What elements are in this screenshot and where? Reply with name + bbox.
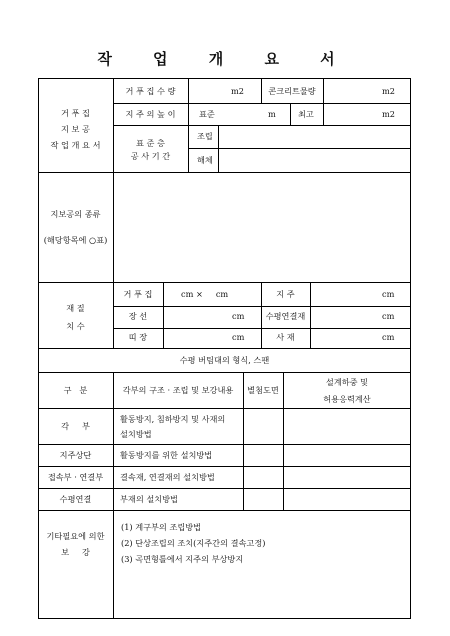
horizontal-tie-label: 수평연결재	[265, 311, 306, 321]
post-unit: cm	[382, 289, 395, 299]
col-calc-1: 설계하중 및	[325, 377, 369, 387]
other-item-2: (2) 단상조립의 조치(지주간의 결속고정)	[121, 538, 266, 548]
concrete-qty-label: 콘크리트물량	[268, 86, 316, 96]
material-label-2: 치 수	[66, 321, 85, 331]
row-joint-name: 접속부 · 연결부	[47, 472, 104, 482]
row-part-content-1: 활동방지, 침하방지 및 사재의	[120, 414, 226, 424]
standard-label: 표준	[199, 109, 215, 119]
row-joint-content: 결속재, 연결재의 설치방법	[120, 472, 215, 482]
col-calc-2: 허용응력계산	[323, 394, 371, 404]
joist-label: 장 선	[128, 311, 148, 321]
row-post-top-name: 지주상단	[59, 450, 92, 460]
other-label-2: 보 강	[61, 547, 90, 557]
formwork-dim-unit: cm × cm	[181, 289, 229, 299]
dismantle-label: 해체	[197, 155, 213, 165]
document-title: 작 업 개 요 서	[97, 50, 353, 68]
horizontal-brace-heading: 수평 버팀대의 형식, 스팬	[179, 355, 270, 365]
material-label-1: 재 질	[66, 303, 85, 313]
period-label-1: 표 준 층	[136, 138, 165, 148]
col-drawing: 별첨도면	[247, 385, 279, 395]
period-label-2: 공 사 기 간	[130, 151, 171, 161]
sec1-label-3: 작 업 개 요 서	[50, 140, 101, 150]
row-horizontal-content: 부재의 설치방법	[120, 494, 178, 504]
brace-label: 사 재	[276, 332, 295, 342]
row-part-name: 각 부	[61, 421, 90, 431]
col-division: 구 분	[63, 385, 88, 395]
max-unit: m2	[382, 109, 395, 119]
horizontal-tie-unit: cm	[382, 311, 395, 321]
col-structure: 각부의 구조 · 조립 및 보강내용	[122, 385, 234, 395]
wale-unit: cm	[232, 332, 245, 342]
other-item-1: (1) 계구부의 조립방법	[121, 522, 202, 532]
joist-unit: cm	[232, 311, 245, 321]
post-label: 지 주	[276, 289, 295, 299]
max-label: 최고	[298, 109, 314, 119]
wale-label: 띠 장	[128, 332, 148, 342]
standard-unit: m	[268, 109, 276, 119]
row-horizontal-name: 수평연결	[59, 494, 92, 504]
formwork-qty-unit: m2	[231, 86, 244, 96]
formwork-dim-label: 거 푸 집	[123, 289, 153, 299]
row-post-top-content: 활동방지를 위한 설치방법	[120, 450, 213, 460]
sec1-label-2: 지 보 공	[61, 124, 90, 134]
assembly-label: 조립	[197, 131, 213, 141]
other-item-3: (3) 곡면형틀에서 지주의 부상방지	[121, 554, 244, 564]
concrete-qty-unit: m2	[382, 86, 395, 96]
brace-unit: cm	[382, 332, 395, 342]
formwork-qty-label: 거 푸 집 수 량	[125, 86, 176, 96]
support-type-label: 지보공의 종류	[50, 209, 101, 219]
support-height-label: 지 주 의 높 이	[125, 109, 176, 119]
other-label-1: 기타필요에 의한	[46, 531, 105, 541]
row-part-content-2: 설치방법	[120, 429, 152, 439]
support-type-note: (해당항목에 ○표)	[43, 235, 108, 245]
sec1-label-1: 거 푸 집	[61, 108, 90, 118]
